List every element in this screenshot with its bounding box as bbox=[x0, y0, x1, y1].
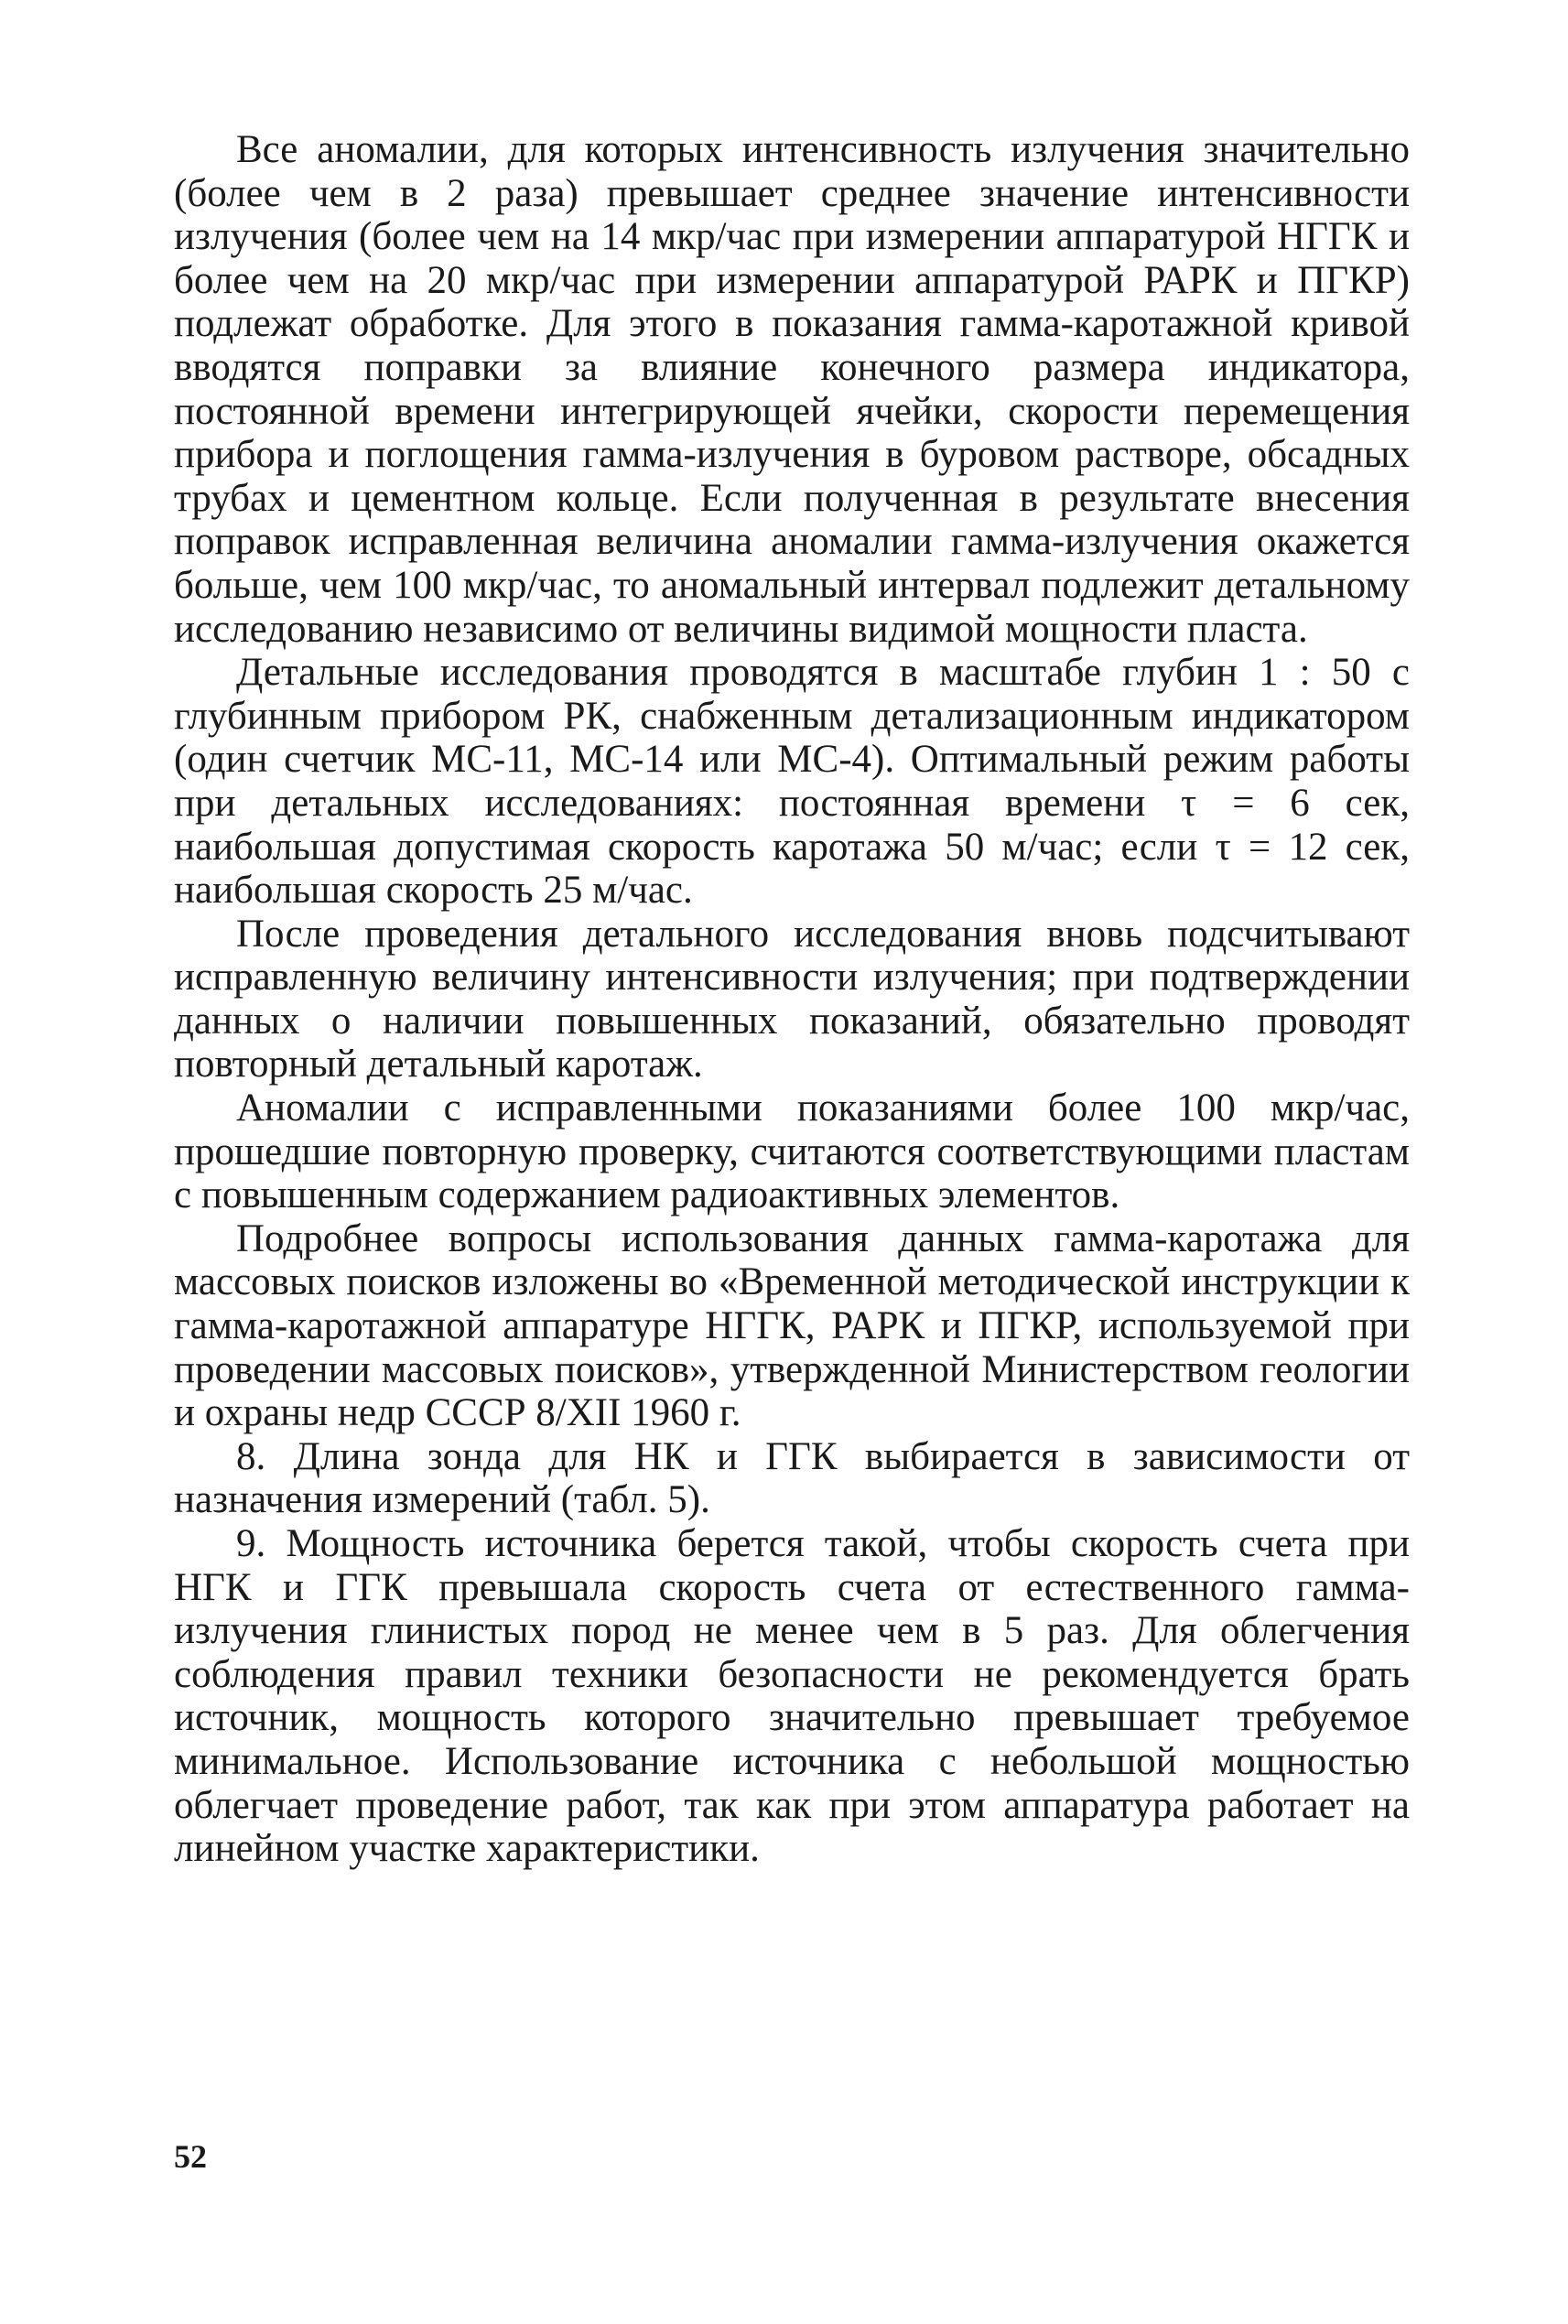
paragraph-corrected-anomalies: Аномалии с исправленными показаниями более 100 мкр/час, прошедшие повторную проверку, считаются соответствующими пластам с повышенным содержанием радиоактивных элементов. bbox=[174, 1086, 1410, 1217]
page-body bbox=[174, 128, 1410, 1871]
paragraph-detailed-studies: Детальные исследования проводятся в масштабе глубин 1 : 50 с глубинным прибором РК, снабженным детализационным индикатором (один счетчик МС-11, МС-14 или МС-4). Оптимальный режим работы при детальных исследованиях: постоянная времени τ = 6 сек, наибольшая допустимая скорость каротажа 50 м/час; если τ = 12 сек, наибольшая скорость 25 м/час. bbox=[174, 651, 1410, 913]
paragraph-instruction-reference: Подробнее вопросы использования данных гамма-каротажа для массовых поисков изложены во «Временной методической инструкции к гамма-каротажной аппаратуре НГГК, РАРК и ПГКР, используемой при проведении массовых поисков», утвержденной Министерством геологии и охраны недр СССР 8/XII 1960 г. bbox=[174, 1216, 1410, 1435]
paragraph-item-8: 8. Длина зонда для НК и ГГК выбирается в зависимости от назначения измерений (табл. 5). bbox=[174, 1434, 1410, 1522]
page-number: 52 bbox=[174, 2138, 207, 2175]
paragraph-item-9: 9. Мощность источника берется такой, чтобы скорость счета при НГК и ГГК превышала скорость счета от естественного гамма-излучения глинистых пород не менее чем в 5 раз. Для облегчения соблюдения правил техники безопасности не рекомендуется брать источник, мощность которого значительно превышает требуемое минимальное. Использование источника с небольшой мощностью облегчает проведение работ, так как при этом аппаратура работает на линейном участке характеристики. bbox=[174, 1522, 1410, 1871]
paragraph-anomalies: Все аномалии, для которых интенсивность излучения значительно (более чем в 2 раза) превышает среднее значение интенсивности излучения (более чем на 14 мкр/час при измерении аппаратурой НГГК и более чем на 20 мкр/час при измерении аппаратурой РАРК и ПГКР) подлежат обработке. Для этого в показания гамма-каротажной кривой вводятся поправки за влияние конечного размера индикатора, постоянной времени интегрирующей ячейки, скорости перемещения прибора и поглощения гамма-излучения в буровом растворе, обсадных трубах и цементном кольце. Если полученная в результате внесения поправок исправленная величина аномалии гамма-излучения окажется больше, чем 100 мкр/час, то аномальный интервал подлежит детальному исследованию независимо от величины видимой мощности пласта. bbox=[174, 128, 1410, 651]
paragraph-after-study: После проведения детального исследования вновь подсчитывают исправленную величину интенсивности излучения; при подтверждении данных о наличии повышенных показаний, обязательно проводят повторный детальный каротаж. bbox=[174, 912, 1410, 1086]
